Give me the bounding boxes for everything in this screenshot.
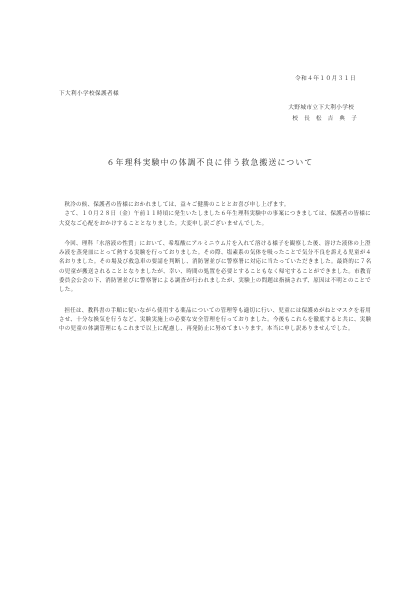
greeting-paragraph: 秋冷の候、保護者の皆様におかれましては、益々ご健勝のこととお喜び申し上げます。 [64,202,290,208]
sender-block [288,103,359,125]
addressee: 下大利小学校保護者様 [59,91,119,97]
principal-name: 校 長 松 吉 典 子 [292,116,359,122]
prevention-paragraph: 担任は、教科書の手順に従いながら使用する薬品についての管理等も適切に行い、児童には保護めがねとマスクを着用させ、十分な換気を行うなど、実験実施上の必要な安全管理を行っておりました。今後もこれらを徹底すると共に、実験中の児童の体調管理にもこれまで以上に配慮し、再発防止に努めてまいります。本当に申し訳ありませんでした。 [59,307,372,333]
letter-title: ６年理科実験中の体調不良に伴う救急搬送について [106,158,314,167]
incident-paragraph: 今回、理科「水溶液の性質」において、希塩酸にアルミニウム片を入れて溶ける様子を観察した後、溶けた液体の上澄み液を蒸発皿にとって熱する実験を行っておりました。その際、塩素系の気体を吸ったことで気分不良を訴える児童が４名おりました。その場及び救急車の要請を判断し、消防署並びに警察署に対応に当たっていただきました。最終的に７名の児童が搬送されることとなりましたが、幸い、時間の処置を必要とすることもなく帰宅することができました。市教育委員会公会の下、消防署並びに警察署による調査が行われましたが、実験上の問題は指摘されず、原因は不明とのことでした。 [59,240,372,294]
school-name: 大野城市立下大利小学校 [288,105,355,111]
letter-body [59,201,373,335]
apology-paragraph: さて、１０月２８日（金）午前１１時頃に発生いたしました６年生理科実験中の事案につきましては、保護者の皆様に大変なご心配をおかけすることとなりました。大変申し訳ございませんでした。 [59,211,371,227]
letter-date: 令和４年１０月３１日 [295,76,356,82]
